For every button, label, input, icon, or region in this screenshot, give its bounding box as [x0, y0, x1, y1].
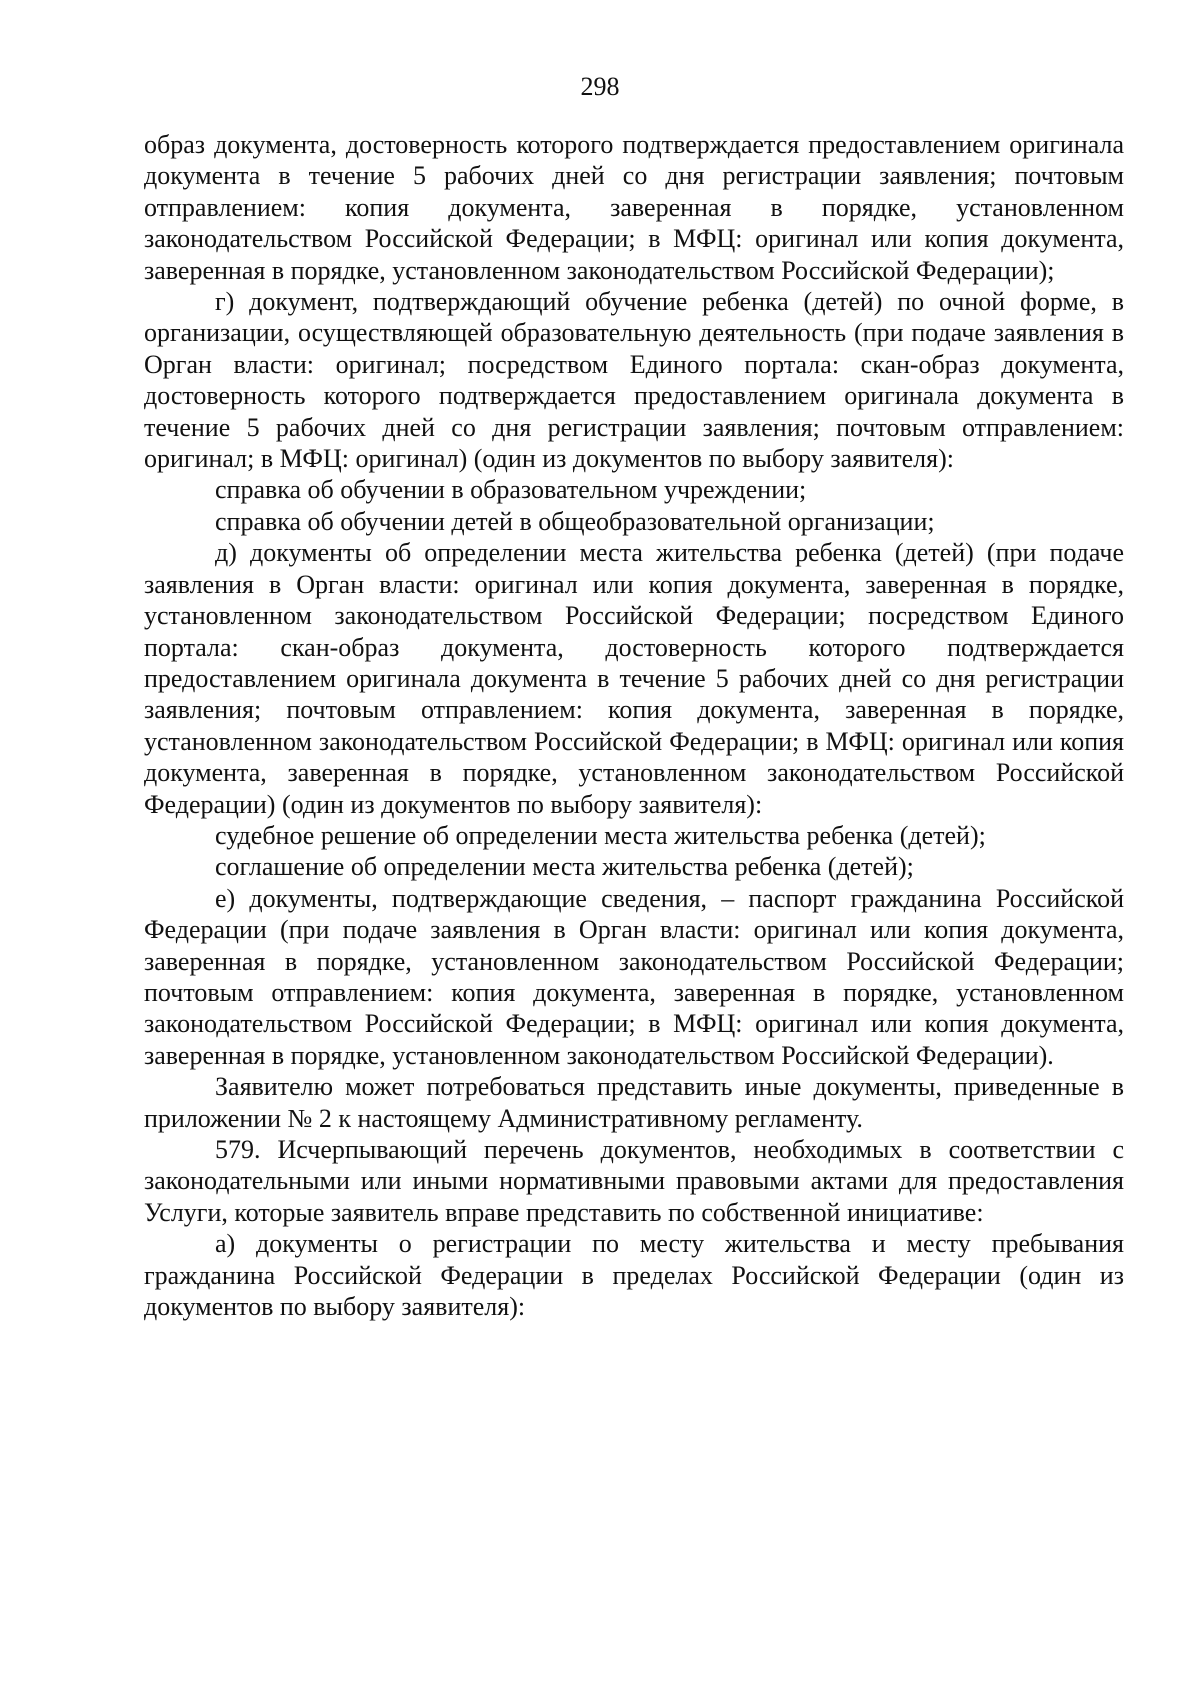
paragraph-6: соглашение об определении места жительства ребенка (детей); [215, 852, 914, 882]
paragraph-3: справка об обучении детей в общеобразовательной организации; [215, 506, 935, 536]
paragraph-10: а) документы о регистрации по месту жительства и месту пребывания гражданина Российской Федерации в пределах Российской Федерации (один из документов по выбору заявителя): [144, 1229, 1124, 1322]
paragraph-2: справка об обучении в образовательном учреждении; [215, 475, 807, 505]
document-body [144, 129, 1124, 1322]
paragraph-7: е) документы, подтверждающие сведения, – паспорт гражданина Российской Федерации (при подаче заявления в Орган власти: оригинал или копия документа, заверенная в порядке, установленном законодательством Российской Федерации; почтовым отправлением: копия документа, заверенная в порядке, установленном законодательством Российской Федерации; в МФЦ: оригинал или копия документа, заверенная в порядке, установленном законодательством Российской Федерации). [144, 883, 1124, 1070]
paragraph-4: д) документы об определении места жительства ребенка (детей) (при подаче заявления в Орган власти: оригинал или копия документа, заверенная в порядке, установленном законодательством Российской Федерации; посредством Единого портала: скан-образ документа, достоверность которого подтверждается предоставлением оригинала документа в течение 5 рабочих дней со дня регистрации заявления; почтовым отправлением: копия документа, заверенная в порядке, установленном законодательством Российской Федерации; в МФЦ: оригинал или копия документа, заверенная в порядке, установленном законодательством Российской Федерации) (один из документов по выбору заявителя): [144, 538, 1124, 819]
paragraph-5: судебное решение об определении места жительства ребенка (детей); [215, 820, 986, 850]
paragraph-0: образ документа, достоверность которого подтверждается предоставлением оригинала документа в течение 5 рабочих дней со дня регистрации заявления; почтовым отправлением: копия документа, заверенная в порядке, установленном законодательством Российской Федерации; в МФЦ: оригинал или копия документа, заверенная в порядке, установленном законодательством Российской Федерации); [144, 130, 1124, 285]
paragraph-8: Заявителю может потребоваться представить иные документы, приведенные в приложении № 2 к настоящему Административному регламенту. [144, 1072, 1124, 1133]
paragraph-1: г) документ, подтверждающий обучение ребенка (детей) по очной форме, в организации, осуществляющей образовательную деятельность (при подаче заявления в Орган власти: оригинал; посредством Единого портала: скан-образ документа, достоверность которого подтверждается предоставлением оригинала документа в течение 5 рабочих дней со дня регистрации заявления; почтовым отправлением: оригинал; в МФЦ: оригинал) (один из документов по выбору заявителя): [144, 287, 1124, 474]
page-number: 298 [580, 72, 620, 101]
paragraph-9: 579. Исчерпывающий перечень документов, необходимых в соответствии с законодательными или иными нормативными правовыми актами для предоставления Услуги, которые заявитель вправе представить по собственной инициативе: [144, 1135, 1124, 1227]
